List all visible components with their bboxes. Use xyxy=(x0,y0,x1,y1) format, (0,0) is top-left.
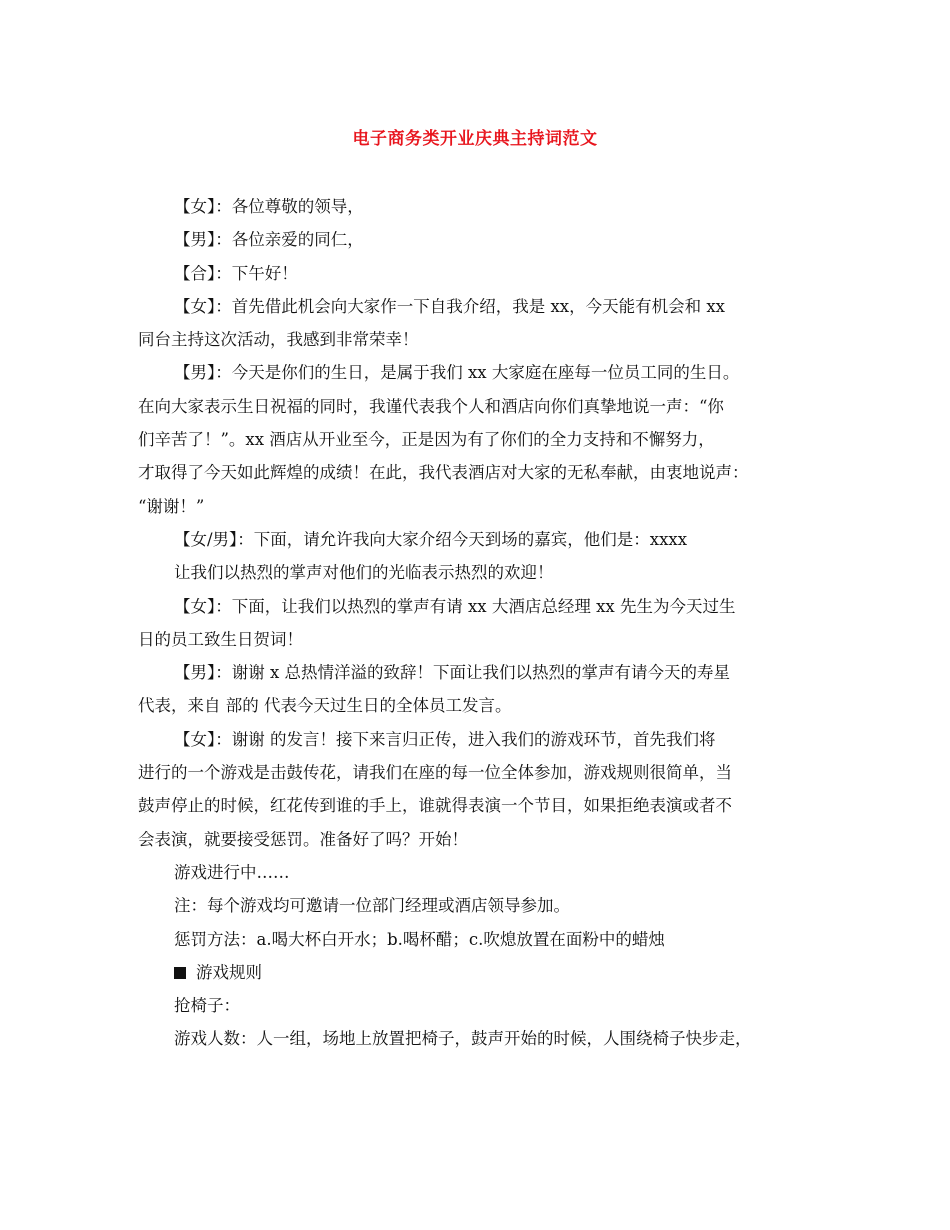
paragraph-line: 【男】：今天是你们的生日，是属于我们 xx 大家庭在座每一位员工同的生日。 xyxy=(174,363,740,383)
paragraph-line: 惩罚方法：a.喝大杯白开水；b.喝杯醋；c.吹熄放置在面粉中的蜡烛 xyxy=(174,929,665,949)
paragraph-line: 让我们以热烈的掌声对他们的光临表示热烈的欢迎！ xyxy=(174,563,554,583)
paragraph-line: 才取得了今天如此辉煌的成绩！在此，我代表酒店对大家的无私奉献，由衷地说声： xyxy=(138,463,749,483)
paragraph-line: 游戏进行中…… xyxy=(174,862,290,882)
paragraph-line: 日的员工致生日贺词！ xyxy=(138,629,303,649)
section-heading-label: 游戏规则 xyxy=(196,962,262,982)
paragraph-line: 鼓声停止的时候，红花传到谁的手上，谁就得表演一个节目，如果拒绝表演或者不 xyxy=(138,796,732,816)
paragraph-line: 【女/男】：下面，请允许我向大家介绍今天到场的嘉宾，他们是：xxxx xyxy=(174,529,688,549)
section-heading xyxy=(138,956,828,989)
square-bullet-icon xyxy=(174,967,186,979)
paragraph-line: 游戏人数：人一组，场地上放置把椅子，鼓声开始的时候，人围绕椅子快步走， xyxy=(174,1029,752,1049)
paragraph-line: 【女】：谢谢 的发言！接下来言归正传，进入我们的游戏环节，首先我们将 xyxy=(174,729,716,749)
paragraph-line: 抢椅子： xyxy=(174,996,240,1016)
paragraph-line: 【女】：首先借此机会向大家作一下自我介绍，我是 xx，今天能有机会和 xx xyxy=(174,296,725,316)
paragraph-line: 会表演，就要接受惩罚。准备好了吗？开始！ xyxy=(138,829,468,849)
paragraph-line: 【女】：各位尊敬的领导， xyxy=(174,197,364,216)
paragraph-line: “谢谢！” xyxy=(138,496,205,516)
paragraph-line: 同台主持这次活动，我感到非常荣幸！ xyxy=(138,330,419,350)
paragraph-line: 代表，来自 部的 代表今天过生日的全体员工发言。 xyxy=(138,696,512,716)
paragraph-line: 在向大家表示生日祝福的同时，我谨代表我个人和酒店向你们真挚地说一声：“你 xyxy=(138,396,724,416)
document-title: 电子商务类开业庆典主持词范文 xyxy=(352,129,598,149)
paragraph-line: 【女】：下面，让我们以热烈的掌声有请 xx 大酒店总经理 xx 先生为今天过生 xyxy=(174,596,736,616)
paragraph-line: 【合】：下午好！ xyxy=(174,263,298,283)
paragraph-line: 进行的一个游戏是击鼓传花，请我们在座的每一位全体参加，游戏规则很简单，当 xyxy=(138,763,732,783)
paragraph-line: 【男】：谢谢 x 总热情洋溢的致辞！下面让我们以热烈的掌声有请今天的寿星 xyxy=(174,663,731,683)
paragraph-line: 们辛苦了！”。xx 酒店从开业至今，正是因为有了你们的全力支持和不懈努力， xyxy=(138,430,715,450)
paragraph-line: 注：每个游戏均可邀请一位部门经理或酒店领导参加。 xyxy=(174,896,570,916)
document-body xyxy=(138,190,828,1056)
paragraph-line: 【男】：各位亲爱的同仁， xyxy=(174,230,364,250)
